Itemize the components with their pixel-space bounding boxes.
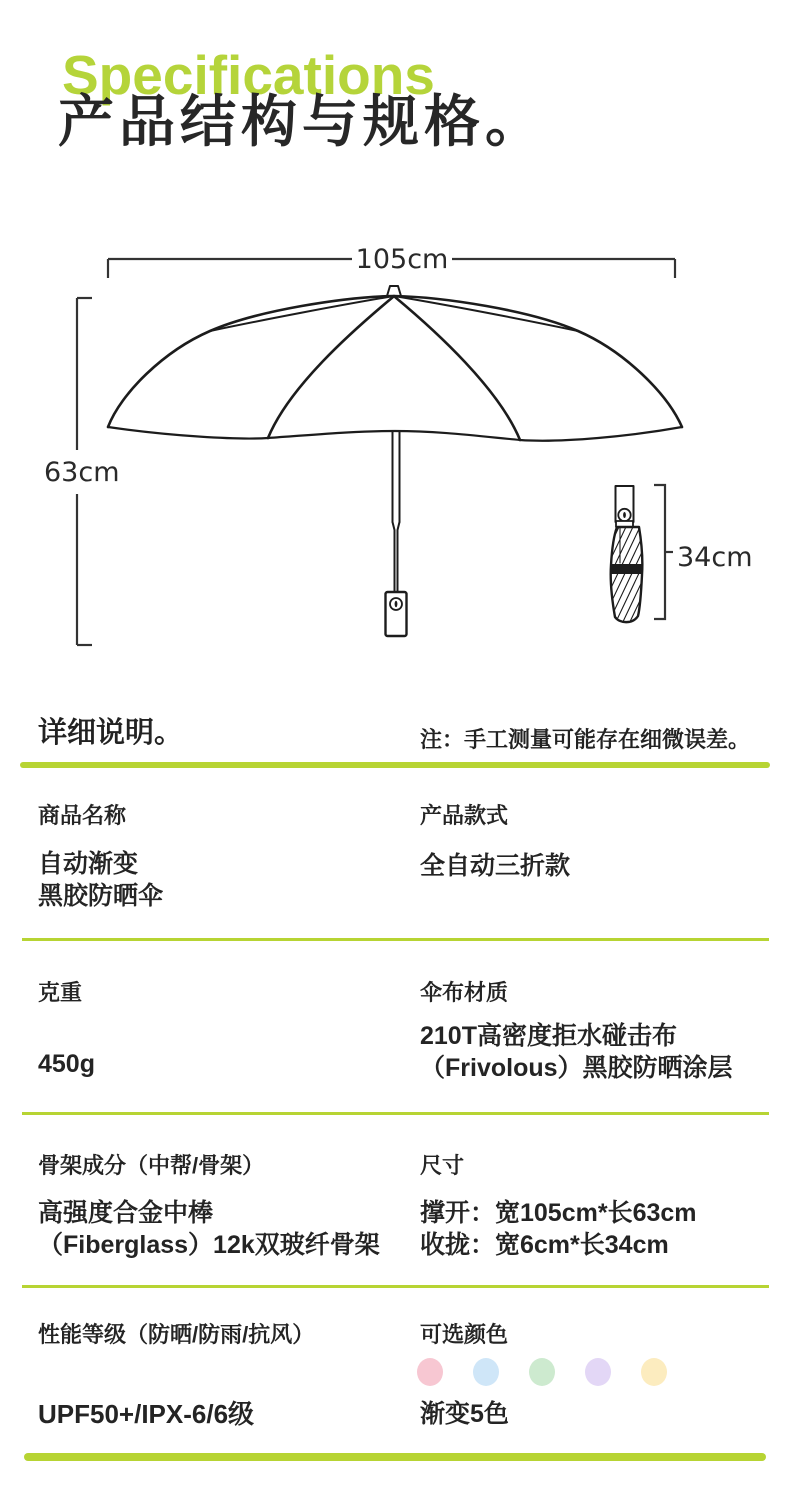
measurement-note: 注：手工测量可能存在细微误差。 <box>419 727 750 752</box>
spec-label-colors: 可选颜色 <box>420 1322 509 1347</box>
spec-label-frame: 骨架成分（中帮/骨架） <box>38 1153 265 1178</box>
section-divider-thick <box>20 762 770 768</box>
bottom-divider-thick <box>24 1453 766 1461</box>
spec-value-line: 全自动三折款 <box>420 852 571 880</box>
spec-label-size: 尺寸 <box>420 1153 465 1178</box>
color-swatch-pink <box>417 1358 443 1386</box>
spec-value-line: （Frivolous）黑胶防晒涂层 <box>420 1054 733 1082</box>
spec-value-line: （Fiberglass）12k双玻纤骨架 <box>38 1231 380 1259</box>
folded-umbrella-drawing <box>571 486 683 628</box>
color-swatch-purple <box>585 1358 611 1386</box>
width-dimension-label: 105cm <box>355 244 449 275</box>
color-swatch-green <box>529 1358 555 1386</box>
spec-value-frame <box>38 1197 380 1261</box>
spec-label-product-style: 产品款式 <box>420 803 509 828</box>
length-dimension <box>654 485 673 619</box>
spec-value-product-style <box>420 850 570 882</box>
details-section-heading: 详细说明。 <box>38 717 184 749</box>
spec-label-performance: 性能等级（防晒/防雨/抗风） <box>38 1322 315 1347</box>
spec-label-weight: 克重 <box>38 980 83 1005</box>
spec-value-line: 黑胶防晒伞 <box>38 882 164 910</box>
spec-value-line: 210T高密度拒水碰击布 <box>420 1022 677 1050</box>
spec-label-product-name: 商品名称 <box>38 803 127 828</box>
height-dimension-label: 63cm <box>44 457 120 488</box>
length-dimension-label: 34cm <box>677 542 753 573</box>
spec-value-size <box>420 1197 697 1261</box>
color-swatch-yellow <box>641 1358 667 1386</box>
product-dimension-diagram <box>0 230 790 690</box>
row-divider <box>22 1285 769 1288</box>
row-divider <box>22 1112 769 1115</box>
color-swatch-blue <box>473 1358 499 1386</box>
spec-value-line: 渐变5色 <box>420 1400 509 1428</box>
open-umbrella-drawing <box>108 286 682 636</box>
spec-value-fabric <box>420 1020 733 1084</box>
spec-value-line: UPF50+/IPX-6/6级 <box>38 1399 255 1429</box>
spec-value-performance <box>38 1398 254 1430</box>
row-divider <box>22 938 769 941</box>
page-title-chinese: 产品结构与规格。 <box>58 90 546 153</box>
spec-value-line: 自动渐变 <box>38 850 139 878</box>
spec-label-fabric: 伞布材质 <box>420 980 509 1005</box>
spec-value-line: 450g <box>38 1050 95 1078</box>
spec-value-product-name <box>38 848 163 912</box>
spec-value-colors <box>420 1398 509 1430</box>
spec-value-weight <box>38 1048 95 1080</box>
spec-value-line: 高强度合金中棒 <box>38 1199 214 1227</box>
page-title-english: Specifications <box>62 44 435 106</box>
spec-value-line: 收拢：宽6cm*长34cm <box>420 1231 669 1259</box>
color-swatch-row <box>417 1358 667 1386</box>
spec-value-line: 撑开：宽105cm*长63cm <box>420 1199 697 1227</box>
